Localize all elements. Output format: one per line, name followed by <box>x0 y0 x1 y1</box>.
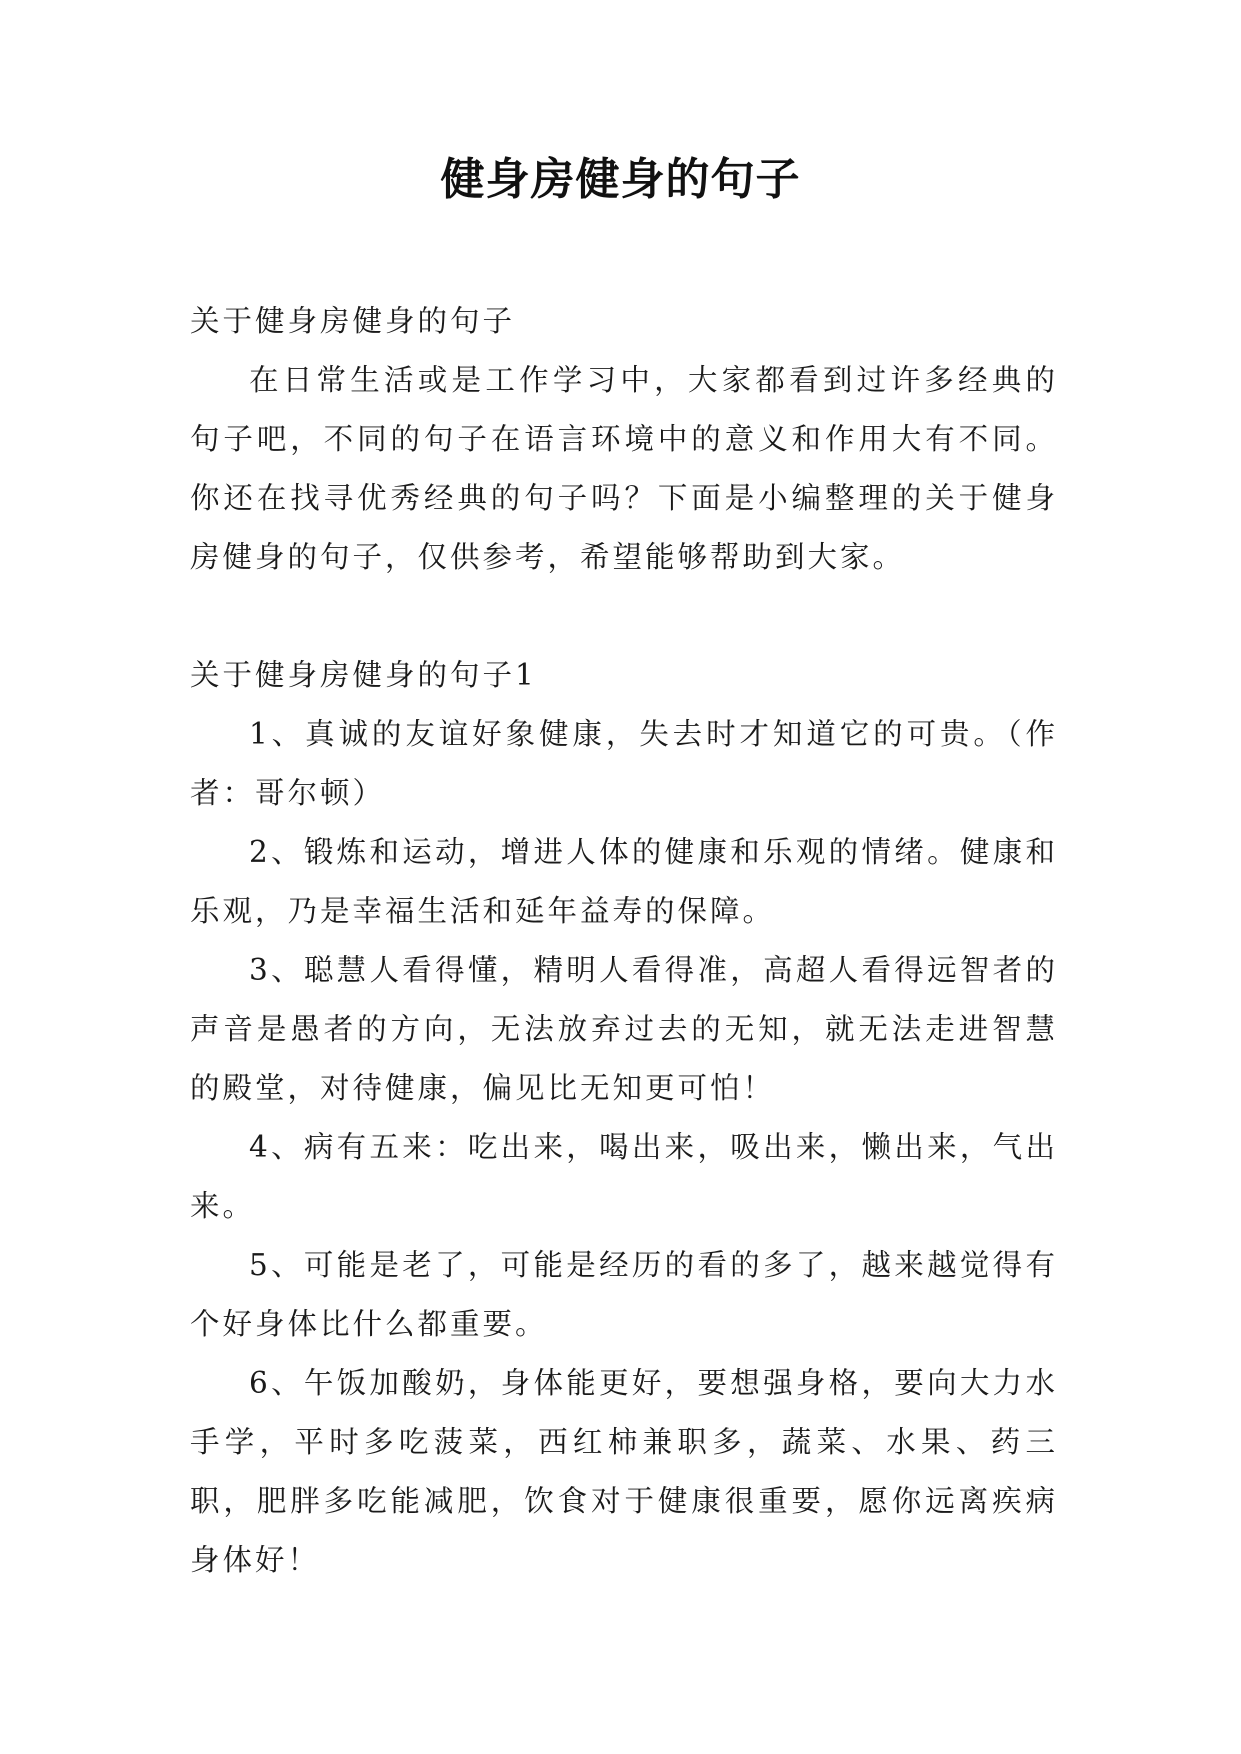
list-item: 1、真诚的友谊好象健康，失去时才知道它的可贵。（作者：哥尔顿） <box>190 717 1058 810</box>
section-spacer <box>190 587 1058 646</box>
list-item: 2、锻炼和运动，增进人体的健康和乐观的情绪。健康和乐观，乃是幸福生活和延年益寿的保障。 <box>190 835 1058 928</box>
section-heading: 关于健身房健身的句子1 <box>190 658 537 692</box>
list-item: 5、可能是老了，可能是经历的看的多了，越来越觉得有个好身体比什么都重要。 <box>190 1248 1058 1341</box>
document-body <box>190 292 1058 1590</box>
intro-paragraph: 在日常生活或是工作学习中，大家都看到过许多经典的句子吧，不同的句子在语言环境中的意义和作用大有不同。你还在找寻优秀经典的句子吗？下面是小编整理的关于健身房健身的句子，仅供参考，希望能够帮助到大家。 <box>190 363 1058 574</box>
document-title: 健身房健身的句子 <box>440 154 801 205</box>
list-item: 3、聪慧人看得懂，精明人看得准，高超人看得远智者的声音是愚者的方向，无法放弃过去的无知，就无法走进智慧的殿堂，对待健康，偏见比无知更可怕！ <box>190 953 1058 1105</box>
list-item: 6、午饭加酸奶，身体能更好，要想强身格，要向大力水手学，平时多吃菠菜，西红柿兼职多，蔬菜、水果、药三职，肥胖多吃能减肥，饮食对于健康很重要，愿你远离疾病身体好！ <box>190 1366 1058 1577</box>
list-item: 4、病有五来：吃出来，喝出来，吸出来，懒出来，气出来。 <box>190 1130 1058 1223</box>
intro-heading: 关于健身房健身的句子 <box>190 304 516 338</box>
